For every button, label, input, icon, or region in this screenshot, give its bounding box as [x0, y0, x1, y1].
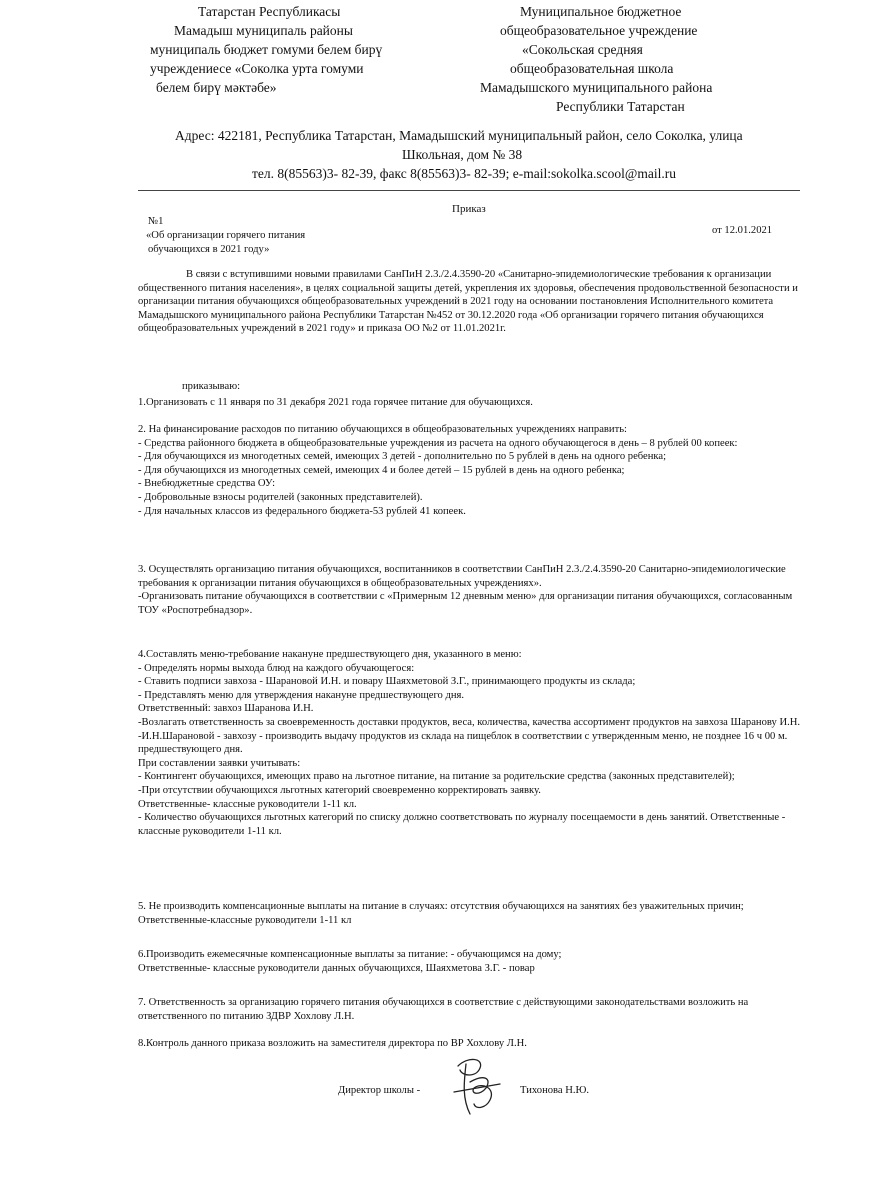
point-2-line: - Добровольные взносы родителей (законных представителей). — [138, 491, 423, 503]
point-4-line: Ответственный: завхоз Шаранова И.Н. — [138, 703, 314, 715]
point-5: 5. Не производить компенсационные выплаты на питание в случаях: отсутствия обучающихся на занятиях без уважительных причин; Ответственные-классные руководители 1-11 кл — [138, 901, 744, 926]
point-6-line: Ответственные- классные руководители данных обучающихся, Шаяхметова З.Г. - повар — [138, 962, 535, 974]
point-4-line: - Контингент обучающихся, имеющих право на льготное питание, на питание за родительские средства (законных представителей); — [138, 771, 735, 783]
header-right-line: Мамадышского муниципального района — [480, 80, 713, 95]
point-4-line: - Определять нормы выхода блюд на каждого обучающегося: — [138, 662, 415, 674]
point-1: 1.Организовать с 11 января по 31 декабря 2021 года горячее питание для обучающихся. — [138, 397, 533, 408]
order-date: от 12.01.2021 — [712, 225, 773, 236]
point-4-line: -При отсутствии обучающихся льготных категорий своевременно корректировать заявку. — [138, 784, 541, 796]
header-right-block — [480, 2, 760, 116]
point-6 — [138, 948, 803, 975]
header-left-line: Татарстан Республикасы — [198, 4, 341, 19]
header-left-block — [150, 2, 420, 97]
header-right-line: общеобразовательное учреждение — [500, 23, 698, 38]
point-2-line: - Для обучающихся из многодетных семей, имеющих 4 и более детей – 15 рублей в день на одного ребенка; — [138, 464, 625, 476]
point-3 — [138, 563, 803, 617]
point-2-line: - Внебюджетные средства ОУ: — [138, 478, 276, 490]
point-3-line: -Организовать питание обучающихся в соответствии с «Примерным 12 дневным меню» для организации питания обучающихся, согласованным ТОУ «Роспотребнадзор». — [138, 591, 793, 616]
header-left-line: учреждениесе «Соколка урта гомуми — [150, 61, 364, 76]
intro-paragraph: В связи с вступившими новыми правилами СанПиН 2.3./2.4.3590-20 «Санитарно-эпидемиологические требования к организации общественного питания населения», в целях социальной защиты детей, укрепления их здоровья, обеспечения продовольственной безопасности и организации питания обучающихся общеобразовательных учреждений в 2021 году на основании постановления Исполнительного комитета Мамадышского муниципального района Республики Татарстан №452 от 30.12.2020 года «Об организации горячего питания обучающихся общеобразовательных учреждений в 2021 году» и приказа ОО №2 от 11.01.2021г. — [138, 269, 798, 335]
order-subject-line-2: обучающихся в 2021 году» — [148, 244, 270, 255]
order-title: Приказ — [452, 203, 486, 215]
address-line-1: Адрес: 422181, Республика Татарстан, Мамадышский муниципальный район, село Соколка, улица — [175, 128, 743, 143]
prikazyvayu-label: приказываю: — [182, 381, 241, 392]
header-left-line: муниципаль бюджет гомуми белем бирү — [150, 42, 383, 57]
point-8: 8.Контроль данного приказа возложить на заместителя директора по ВР Хохлову Л.Н. — [138, 1038, 527, 1049]
point-2-line: - Для обучающихся из многодетных семей, имеющих 3 детей - дополнительно по 5 рублей в день на одного ребенка; — [138, 451, 667, 463]
point-3-line: 3. Осуществлять организацию питания обучающихся, воспитанников в соответствии СанПиН 2.3./2.4.3590-20 Санитарно-эпидемиологические требования к организации питания обучающихся в общеобразовательных учреждениях». — [138, 564, 786, 589]
header-left-line: Мамадыш муниципаль районы — [174, 23, 353, 38]
point-4-line: При составлении заявки учитывать: — [138, 757, 301, 769]
header-right-line: Муниципальное бюджетное — [520, 4, 682, 19]
point-7: 7. Ответственность за организацию горячего питания обучающихся в соответствие с действующими законодательствами возложить на ответственного по питанию ЗДВР Хохлову Л.Н. — [138, 997, 749, 1022]
contacts-line: тел. 8(85563)3- 82-39, факс 8(85563)3- 82-39; e-mail:sokolka.scool@mail.ru — [252, 166, 676, 181]
point-4-line: - Представлять меню для утверждения накануне предшествующего дня. — [138, 689, 465, 701]
address-line-2: Школьная, дом № 38 — [402, 147, 523, 162]
point-4-line: 4.Составлять меню-требование накануне предшествующего дня, указанного в меню: — [138, 649, 522, 660]
point-4-line: - Ставить подписи завхоза - Шарановой И.Н. и повару Шаяхметовой З.Г., принимающего продукты из склада; — [138, 676, 636, 688]
point-6-line: 6.Производить ежемесячные компенсационные выплаты за питание: - обучающимся на дому; — [138, 949, 562, 960]
point-2 — [138, 423, 803, 518]
point-4-line: - Количество обучающихся льготных категорий по списку должно соответствовать по журналу посещаемости в день занятий. Ответственные - классные руководители 1-11 кл. — [138, 812, 786, 837]
point-4-line: Ответственные- классные руководители 1-11 кл. — [138, 798, 357, 810]
order-subject-line-1: «Об организации горячего питания — [146, 230, 306, 241]
point-2-line: - Средства районного бюджета в общеобразовательные учреждения из расчета на одного обучающегося в день – 8 рублей 00 копеек: — [138, 437, 738, 449]
header-right-line: «Сокольская средняя — [522, 42, 643, 57]
point-4-line: -Возлагать ответственность за своевременность доставки продуктов, веса, количества, качества ассортимент продуктов на завхоза Шаранову И.Н. — [138, 716, 801, 728]
handwritten-signature-icon — [440, 1052, 510, 1122]
header-right-line: общеобразовательная школа — [510, 61, 674, 76]
point-2-line: 2. На финансирование расходов по питанию обучающихся в общеобразовательных учреждениях направить: — [138, 424, 627, 435]
header-right-line: Республики Татарстан — [556, 99, 685, 114]
header-left-line: белем бирү мәктәбе» — [156, 80, 277, 95]
header-divider — [138, 190, 800, 191]
point-4 — [138, 648, 803, 838]
signature-label: Директор школы - — [338, 1085, 421, 1096]
order-number: №1 — [148, 216, 164, 227]
signature-name: Тихонова Н.Ю. — [520, 1085, 590, 1096]
point-4-line: -И.Н.Шарановой - завхозу - производить выдачу продуктов из склада на пищеблок в соответствии с утвержденным меню, не позднее 16 ч 00 м. предшествующего дня. — [138, 730, 788, 756]
point-2-line: - Для начальных классов из федерального бюджета-53 рублей 41 копеек. — [138, 505, 466, 517]
